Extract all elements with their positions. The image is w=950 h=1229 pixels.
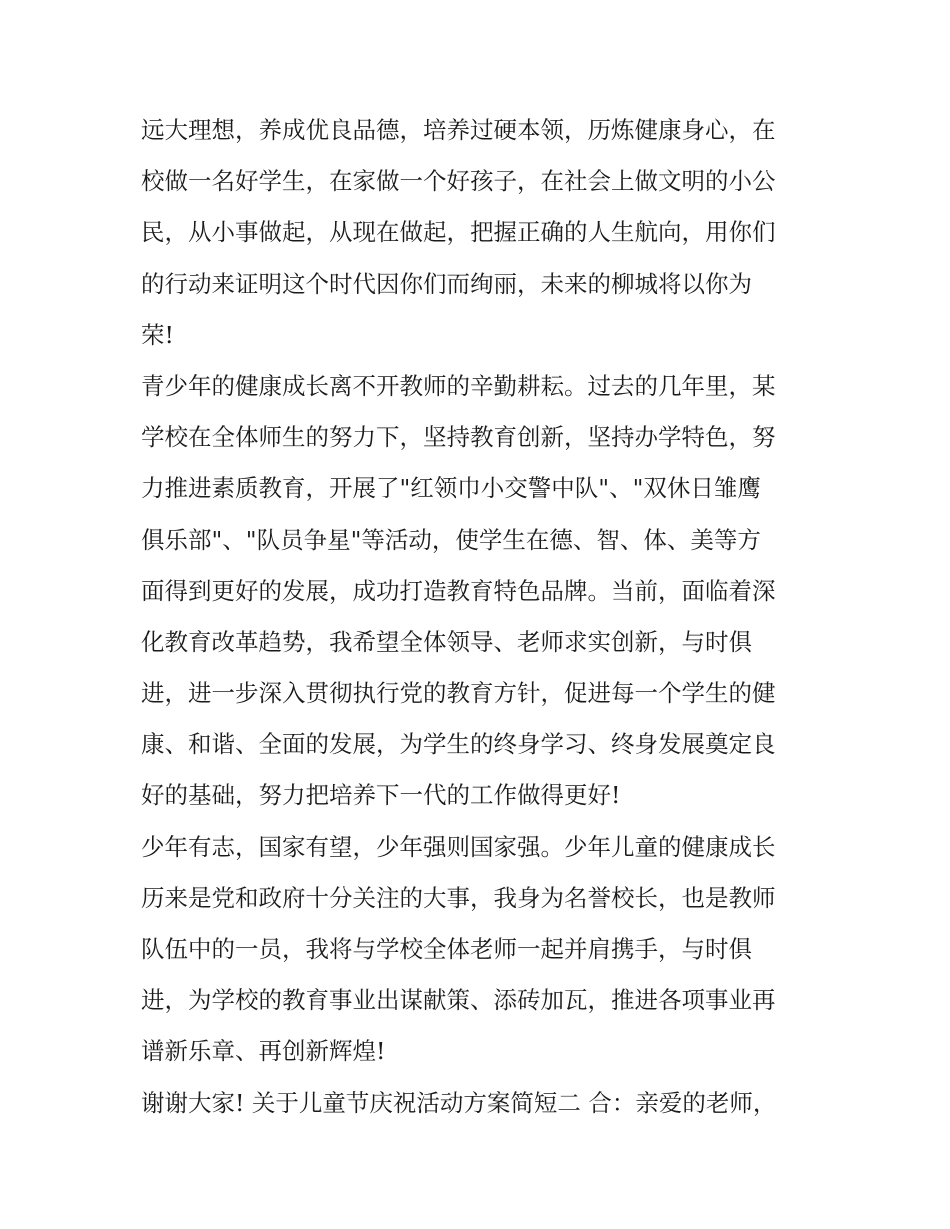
text-line: 青少年的健康成长离不开教师的辛勤耕耘。过去的几年里，某: [141, 371, 776, 400]
text-line: 进，为学校的教育事业出谋献策、添砖加瓦，推进各项事业再: [141, 986, 776, 1015]
text-line: 队伍中的一员，我将与学校全体老师一起并肩携手，与时俱: [141, 935, 752, 963]
text-line: 谢谢大家! 关于儿童节庆祝活动方案简短二 合：亲爱的老师，: [141, 1088, 777, 1117]
text-line: 历来是党和政府十分关注的大事，我身为名誉校长，也是教师: [141, 883, 776, 912]
text-line: 少年有志，国家有望，少年强则国家强。少年儿童的健康成长: [141, 832, 776, 861]
text-line: 的行动来证明这个时代因你们而绚丽，未来的柳城将以你为: [141, 269, 752, 298]
text-line: 俱乐部"、"队员争星"等活动，使学生在德、智、体、美等方: [141, 525, 761, 554]
text-line: 康、和谐、全面的发展，为学生的终身学习、终身发展奠定良: [141, 730, 776, 759]
text-line: 远大理想，养成优良品德，培养过硬本领，历炼健康身心，在: [141, 116, 776, 144]
text-line: 进，进一步深入贯彻执行党的教育方针，促进每一个学生的健: [141, 679, 776, 708]
text-line: 校做一名好学生，在家做一个好孩子，在社会上做文明的小公: [141, 167, 776, 196]
text-line: 面得到更好的发展，成功打造教育特色品牌。当前，面临着深: [141, 576, 776, 605]
text-line: 民，从小事做起，从现在做起，把握正确的人生航向，用你们: [141, 218, 776, 247]
text-line: 好的基础，努力把培养下一代的工作做得更好!: [141, 781, 621, 810]
text-line: 力推进素质教育，开展了"红领巾小交警中队"、"双休日雏鹰: [141, 474, 761, 503]
text-line: 化教育改革趋势，我希望全体领导、老师求实创新，与时俱: [141, 627, 752, 656]
text-line: 谱新乐章、再创新辉煌!: [141, 1037, 386, 1066]
text-line: 学校在全体师生的努力下，坚持教育创新，坚持办学特色，努: [141, 423, 776, 452]
text-line: 荣!: [141, 320, 174, 349]
document-body: [141, 105, 821, 1129]
